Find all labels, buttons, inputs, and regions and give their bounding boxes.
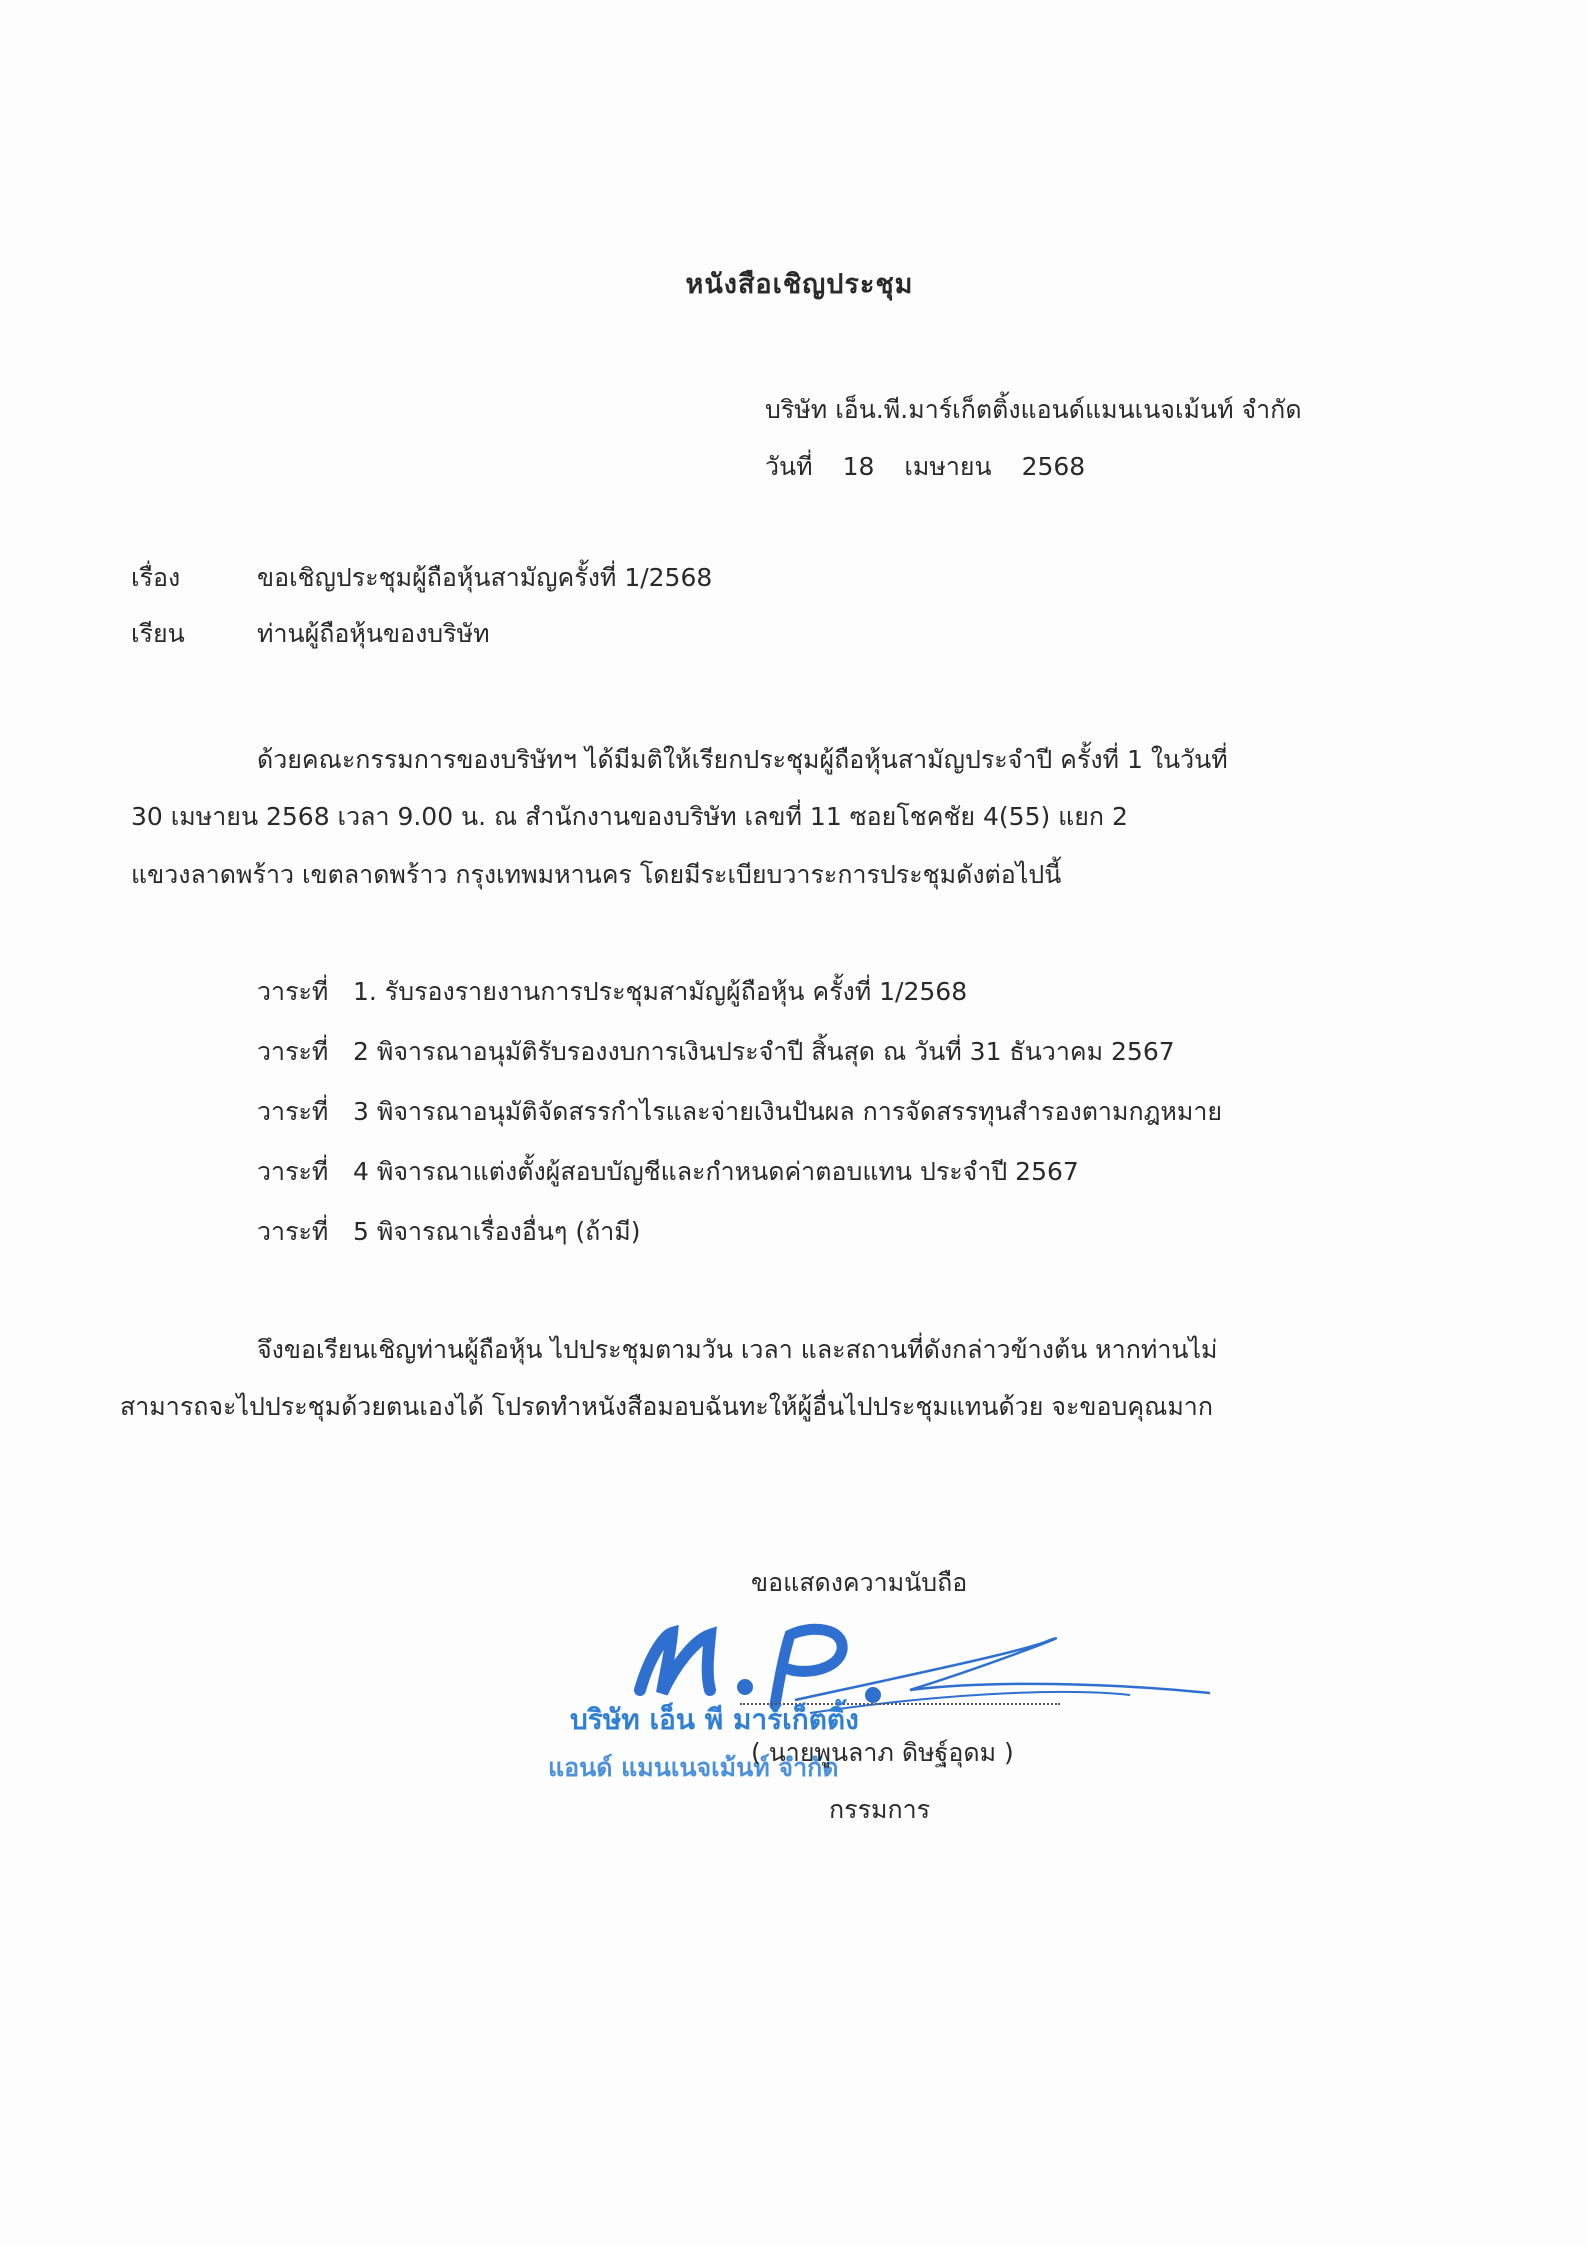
recipient-text: ท่านผู้ถือหุ้นของบริษัท <box>257 619 490 648</box>
agenda-item <box>257 1092 1222 1132</box>
agenda-label: วาระที่ <box>257 1037 329 1066</box>
recipient-label: เรียน <box>131 619 185 648</box>
agenda-text: 5 พิจารณาเรื่องอื่นๆ (ถ้ามี) <box>353 1217 641 1246</box>
signatory-name: ( นายพูนลาภ ดิษฐ์อุดม ) <box>751 1738 1014 1767</box>
closing-line: จึงขอเรียนเชิญท่านผู้ถือหุ้น ไปประชุมตามวัน เวลา และสถานที่ดังกล่าวข้างต้น หากท่านไม่ <box>257 1335 1218 1364</box>
agenda-item <box>257 1032 1175 1072</box>
document-title: หนังสือเชิญประชุม <box>685 269 914 300</box>
date-month: เมษายน <box>904 452 992 481</box>
agenda-label: วาระที่ <box>257 977 329 1006</box>
agenda-item <box>257 1152 1079 1192</box>
date-year: 2568 <box>1021 452 1086 481</box>
agenda-text: 3 พิจารณาอนุมัติจัดสรรกำไรและจ่ายเงินปันผล การจัดสรรทุนสำรองตามกฎหมาย <box>353 1097 1223 1126</box>
stamp-line: แอนด์ แมนเนจเม้นท์ จำกัด <box>548 1753 839 1782</box>
agenda-item <box>257 972 967 1012</box>
agenda-label: วาระที่ <box>257 1157 329 1186</box>
signatory-position: กรรมการ <box>829 1795 931 1824</box>
subject-label: เรื่อง <box>131 563 181 592</box>
subject-text: ขอเชิญประชุมผู้ถือหุ้นสามัญครั้งที่ 1/2568 <box>257 563 713 592</box>
date-day: 18 <box>842 452 875 481</box>
agenda-text: 2 พิจารณาอนุมัติรับรองงบการเงินประจำปี สิ้นสุด ณ วันที่ 31 ธันวาคม 2567 <box>353 1037 1175 1066</box>
date-prefix: วันที่ <box>765 452 813 481</box>
sender-company: บริษัท เอ็น.พี.มาร์เก็ตติ้งแอนด์แมนเนจเม้นท์ จำกัด <box>765 395 1302 424</box>
agenda-text: 1. รับรองรายงานการประชุมสามัญผู้ถือหุ้น ครั้งที่ 1/2568 <box>353 977 968 1006</box>
agenda-item <box>257 1212 641 1252</box>
closing-line: สามารถจะไปประชุมด้วยตนเองได้ โปรดทำหนังสือมอบฉันทะให้ผู้อื่นไปประชุมแทนด้วย จะขอบคุณมาก <box>120 1392 1213 1421</box>
agenda-text: 4 พิจารณาแต่งตั้งผู้สอบบัญชีและกำหนดค่าตอบแทน ประจำปี 2567 <box>353 1157 1079 1186</box>
agenda-label: วาระที่ <box>257 1217 329 1246</box>
stamp-line: บริษัท เอ็น พี มาร์เก็ตติ้ง <box>570 1703 859 1736</box>
letter-date <box>765 447 1107 487</box>
body-line: ด้วยคณะกรรมการของบริษัทฯ ได้มีมติให้เรียกประชุมผู้ถือหุ้นสามัญประจำปี ครั้งที่ 1 ในวันที่ <box>257 745 1228 774</box>
agenda-label: วาระที่ <box>257 1097 329 1126</box>
body-line: แขวงลาดพร้าว เขตลาดพร้าว กรุงเทพมหานคร โดยมีระเบียบวาระการประชุมดังต่อไปนี้ <box>131 860 1062 889</box>
regards-text: ขอแสดงความนับถือ <box>751 1568 968 1597</box>
body-line: 30 เมษายน 2568 เวลา 9.00 น. ณ สำนักงานของบริษัท เลขที่ 11 ซอยโชคชัย 4(55) แยก 2 <box>131 802 1128 831</box>
